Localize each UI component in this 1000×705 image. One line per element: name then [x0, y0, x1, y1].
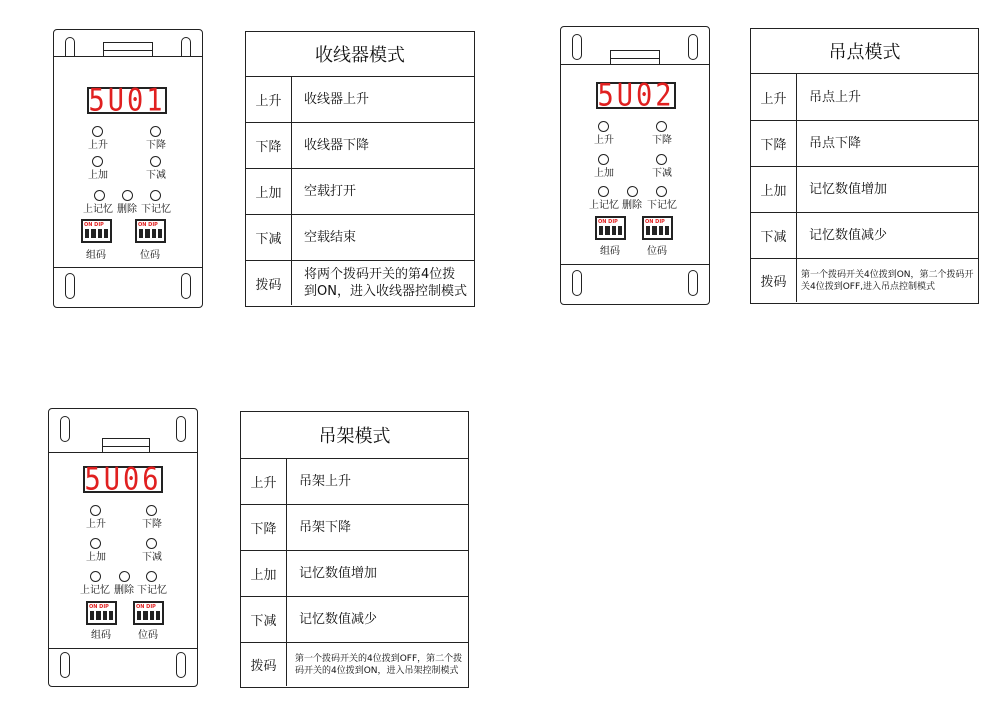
led-display: [87, 82, 167, 119]
row-key: 下减: [241, 597, 287, 642]
table-title: 收线器模式: [246, 32, 474, 77]
mode-table-1: [245, 31, 475, 307]
memory-up-label: 上记忆: [83, 204, 113, 215]
row-key: 上升: [751, 74, 797, 120]
memory-down-button[interactable]: [146, 571, 157, 582]
up-label: 上升: [88, 140, 108, 151]
table-row: [751, 121, 978, 167]
row-value: 记忆数值减少: [809, 228, 888, 243]
table-row: [751, 74, 978, 121]
row-value: 吊点上升: [809, 89, 862, 105]
memory-up-label: 上记忆: [80, 585, 110, 596]
controller-device-1: [53, 29, 203, 308]
position-code-label: 位码: [138, 630, 158, 641]
row-key: 上加: [751, 167, 797, 212]
memory-up-button[interactable]: [90, 571, 101, 582]
up-label: 上升: [594, 135, 614, 146]
row-key: 下降: [751, 121, 797, 166]
group-dip-switch[interactable]: [595, 216, 626, 240]
group-code-label: 组码: [91, 630, 111, 641]
row-key: 下降: [246, 123, 292, 168]
delete-button[interactable]: [122, 190, 133, 201]
memory-down-button[interactable]: [656, 186, 667, 197]
mounting-slot: [65, 273, 75, 299]
down-button[interactable]: [656, 121, 667, 132]
table-title: 吊架模式: [241, 412, 468, 459]
dip-marking: ON DIP: [138, 222, 158, 228]
row-value: 记忆数值减少: [299, 612, 378, 627]
position-code-label: 位码: [647, 246, 667, 257]
position-dip-switch[interactable]: [135, 219, 166, 243]
table-row: [751, 167, 978, 213]
row-key: 下减: [751, 213, 797, 258]
mounting-slot: [688, 270, 698, 296]
row-value: 第一个拨码开关4位拨到ON，第二个拨码开关4位拨到OFF,进入吊点控制模式: [801, 269, 974, 292]
memory-down-label: 下记忆: [647, 200, 677, 211]
down-button[interactable]: [150, 126, 161, 137]
mounting-slot: [688, 34, 698, 60]
down-label: 下降: [652, 135, 672, 146]
down-button[interactable]: [146, 505, 157, 516]
mounting-slot: [176, 652, 186, 678]
led-display: [596, 77, 676, 114]
group-dip-switch[interactable]: [86, 601, 117, 625]
controller-device-3: [48, 408, 198, 687]
table-row: [241, 597, 468, 643]
memory-down-button[interactable]: [150, 190, 161, 201]
delete-button[interactable]: [119, 571, 130, 582]
position-code-label: 位码: [140, 250, 160, 261]
table-row: [246, 123, 474, 169]
memory-down-label: 下记忆: [137, 585, 167, 596]
table-title: 吊点模式: [751, 29, 978, 74]
group-code-label: 组码: [86, 250, 106, 261]
mounting-slot: [60, 652, 70, 678]
sub-label: 下减: [142, 552, 162, 563]
dip-marking: ON DIP: [89, 604, 109, 610]
add-button[interactable]: [90, 538, 101, 549]
row-value: 第一个拨码开关的4位拨到OFF，第二个拨码开关的4位拨到ON，进入吊架控制模式: [295, 653, 463, 676]
row-value: 记忆数值增加: [299, 566, 378, 581]
memory-up-button[interactable]: [598, 186, 609, 197]
mounting-slot: [60, 416, 70, 442]
row-key: 拨码: [241, 643, 287, 686]
delete-label: 删除: [114, 585, 134, 596]
add-label: 上加: [86, 552, 106, 563]
row-value: 记忆数值增加: [809, 182, 888, 197]
up-label: 上升: [86, 519, 106, 530]
delete-label: 删除: [117, 204, 137, 215]
row-value: 吊架上升: [299, 474, 352, 489]
sub-button[interactable]: [150, 156, 161, 167]
display-readout: 5U01: [88, 82, 166, 119]
up-button[interactable]: [92, 126, 103, 137]
table-row: [241, 643, 468, 686]
sub-button[interactable]: [146, 538, 157, 549]
sub-button[interactable]: [656, 154, 667, 165]
add-label: 上加: [88, 170, 108, 181]
led-display: [83, 461, 163, 498]
add-button[interactable]: [598, 154, 609, 165]
memory-up-button[interactable]: [94, 190, 105, 201]
display-readout: 5U02: [597, 77, 675, 114]
mode-table-3: [240, 411, 469, 688]
row-value: 收线器下降: [304, 138, 370, 153]
add-button[interactable]: [92, 156, 103, 167]
dip-marking: ON DIP: [598, 219, 618, 225]
row-key: 下减: [246, 215, 292, 260]
down-label: 下降: [146, 140, 166, 151]
row-value: 吊点下降: [809, 136, 862, 151]
table-row: [751, 259, 978, 302]
up-button[interactable]: [90, 505, 101, 516]
row-value: 吊架下降: [299, 520, 352, 535]
controller-device-2: [560, 26, 710, 305]
row-key: 上升: [246, 77, 292, 122]
row-key: 拨码: [246, 261, 292, 305]
delete-label: 删除: [622, 200, 642, 211]
table-row: [241, 505, 468, 551]
memory-up-label: 上记忆: [589, 200, 619, 211]
mounting-slot: [181, 273, 191, 299]
dip-marking: ON DIP: [84, 222, 104, 228]
position-dip-switch[interactable]: [642, 216, 673, 240]
mode-table-2: [750, 28, 979, 304]
mounting-slot: [176, 416, 186, 442]
add-label: 上加: [594, 168, 614, 179]
row-value: 空载结束: [304, 230, 357, 245]
row-key: 上加: [241, 551, 287, 596]
dip-marking: ON DIP: [645, 219, 665, 225]
table-row: [246, 261, 474, 305]
table-row: [241, 551, 468, 597]
row-value: 收线器上升: [304, 92, 370, 107]
row-key: 拨码: [751, 259, 797, 302]
row-key: 下降: [241, 505, 287, 550]
table-row: [246, 215, 474, 261]
up-button[interactable]: [598, 121, 609, 132]
table-row: [241, 459, 468, 505]
position-dip-switch[interactable]: [133, 601, 164, 625]
cable-connector: [102, 438, 150, 452]
sub-label: 下减: [652, 168, 672, 179]
row-key: 上加: [246, 169, 292, 214]
mounting-slot: [572, 270, 582, 296]
dip-marking: ON DIP: [136, 604, 156, 610]
memory-down-label: 下记忆: [141, 204, 171, 215]
row-value: 将两个拨码开关的第4位拨到ON，进入收线器控制模式: [304, 267, 467, 299]
group-dip-switch[interactable]: [81, 219, 112, 243]
cable-connector: [610, 50, 660, 64]
display-readout: 5U06: [84, 461, 162, 498]
sub-label: 下减: [146, 170, 166, 181]
row-key: 上升: [241, 459, 287, 504]
table-row: [751, 213, 978, 259]
cable-connector: [103, 42, 153, 56]
delete-button[interactable]: [627, 186, 638, 197]
table-row: [246, 77, 474, 123]
group-code-label: 组码: [600, 246, 620, 257]
down-label: 下降: [142, 519, 162, 530]
mounting-slot: [572, 34, 582, 60]
table-row: [246, 169, 474, 215]
row-value: 空载打开: [304, 184, 357, 199]
